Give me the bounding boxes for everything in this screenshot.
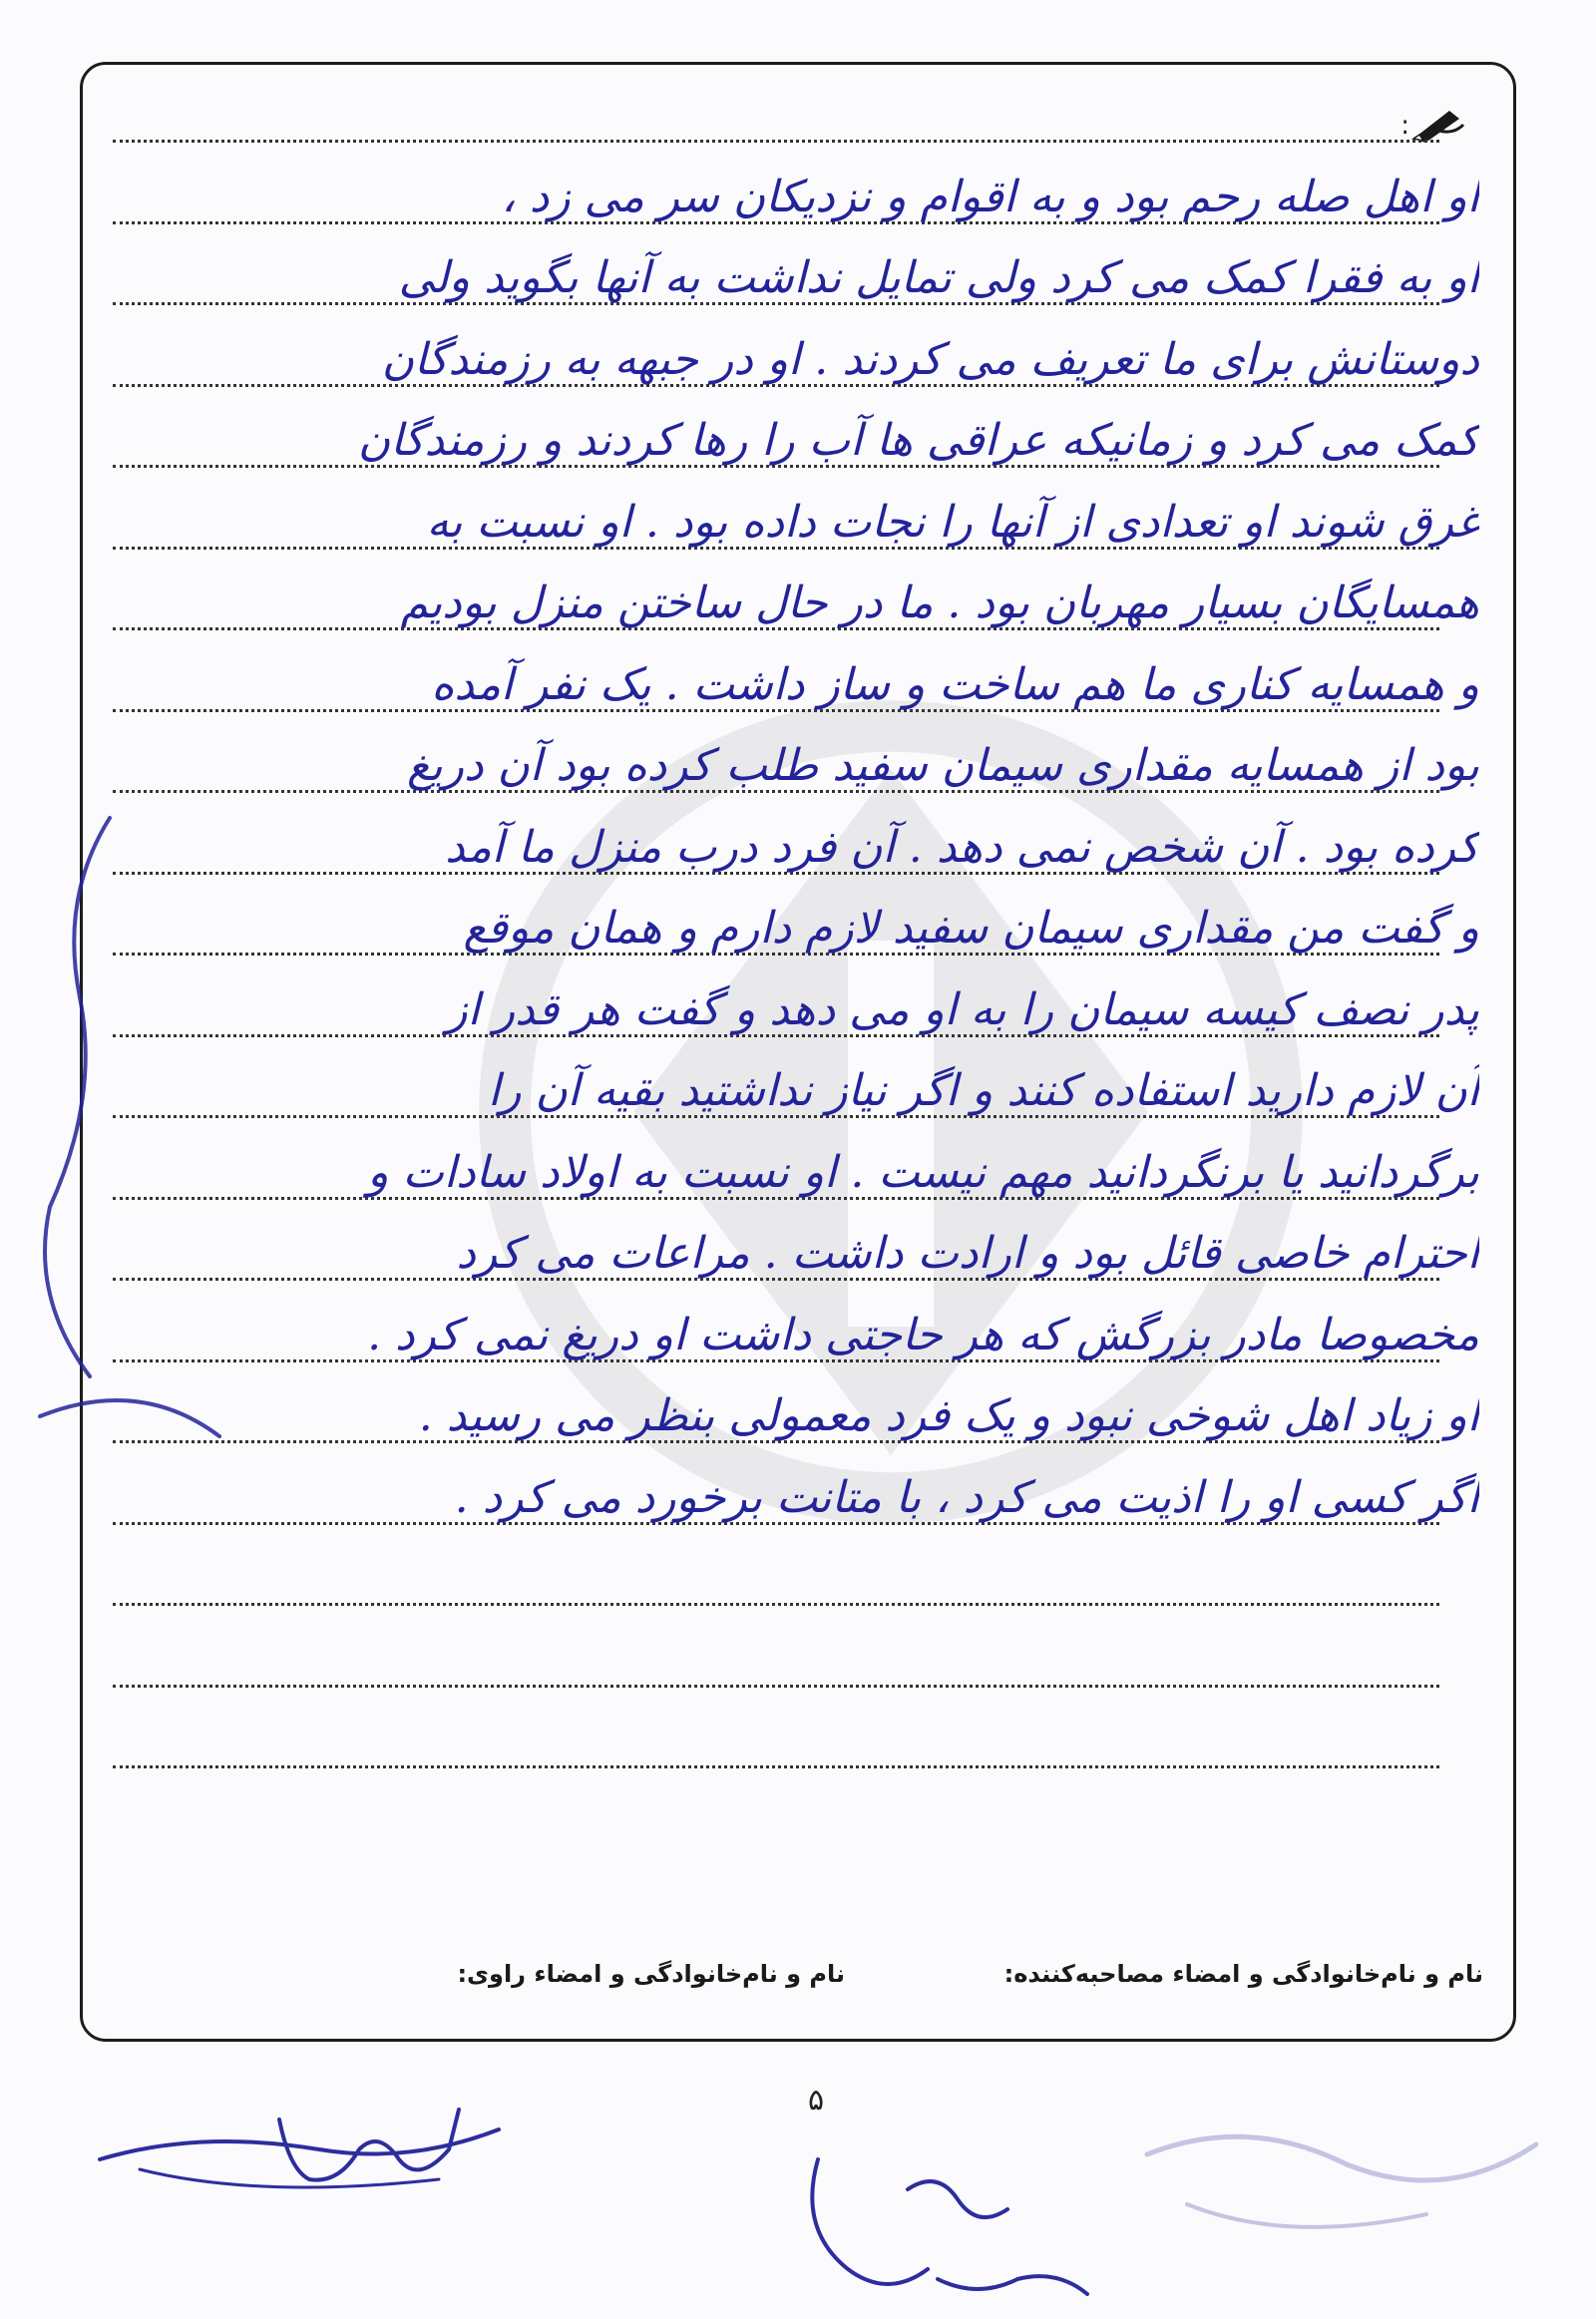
margin-annotation xyxy=(20,778,279,1676)
handwritten-line: کرده بود . آن شخص نمی دهد . آن فرد درب منزل ما آمد xyxy=(445,821,1479,873)
handwritten-line: و همسایه کناری ما هم ساخت و ساز داشت . یک نفر آمده xyxy=(431,658,1479,710)
interviewer-signature-label: نام و نام‌خانوادگی و امضاء مصاحبه‌کننده: xyxy=(1003,1960,1483,1988)
ruled-line xyxy=(113,1765,1439,1768)
handwritten-line: و گفت من مقداری سیمان سفید لازم دارم و همان موقع xyxy=(463,903,1479,954)
ruled-line xyxy=(113,1685,1439,1688)
handwritten-line: بود از همسایه مقداری سیمان سفید طلب کرده بود آن دریغ xyxy=(407,740,1479,791)
handwritten-line: کمک می کرد و زمانیکه عراقی ها آب را رها کردند و رزمندگان xyxy=(357,415,1479,466)
narrator-signature-label: نام و نام‌خانوادگی و امضاء راوی: xyxy=(457,1960,845,1988)
handwritten-line: پدر نصف کیسه سیمان را به او می دهد و گفت هر قدر از xyxy=(446,983,1479,1035)
handwritten-line: غرق شوند او تعدادی از آنها را نجات داده بود . او نسبت به xyxy=(426,496,1479,548)
page-number: ۵ xyxy=(808,2083,825,2118)
narrator-signature xyxy=(80,2090,519,2209)
signature-row xyxy=(113,1960,1483,2010)
ruled-line xyxy=(113,1603,1439,1606)
handwritten-line: اگر کسی او را اذیت می کرد ، با متانت برخورد می کرد . xyxy=(454,1471,1479,1523)
page-frame xyxy=(80,62,1516,2042)
handwritten-line: همسایگان بسیار مهربان بود . ما در حال ساختن منزل بودیم xyxy=(400,578,1479,628)
handwritten-line: او اهل صله رحم بود و به اقوام و نزدیکان سر می زد ، xyxy=(501,171,1479,222)
handwritten-line: مخصوصا مادر بزرگش که هر حاجتی داشت او دریغ نمی کرد . xyxy=(367,1309,1479,1360)
handwritten-line: او به فقرا کمک می کرد ولی تمایل نداشت به آنها بگوید ولی xyxy=(398,252,1479,303)
handwritten-line: او زیاد اهل شوخی نبود و یک فرد معمولی بنظر می رسید . xyxy=(418,1390,1479,1441)
interviewer-signature xyxy=(788,2120,1107,2319)
handwritten-line: برگردانید یا برنگردانید مهم نیست . او نسبت به اولاد سادات و xyxy=(367,1146,1479,1198)
handwritten-line: دوستانش برای ما تعریف می کردند . او در جبهه به رزمندگان xyxy=(381,333,1479,385)
header-colon: : xyxy=(1400,111,1409,141)
ruled-line xyxy=(113,140,1439,143)
faded-signature xyxy=(1127,2075,1556,2254)
handwritten-line: آن لازم دارید استفاده کنند و اگر نیاز نداشتید بقیه آن را xyxy=(488,1065,1479,1116)
handwritten-line: احترام خاصی قائل بود و ارادت داشت . مراعات می کرد xyxy=(456,1228,1479,1279)
